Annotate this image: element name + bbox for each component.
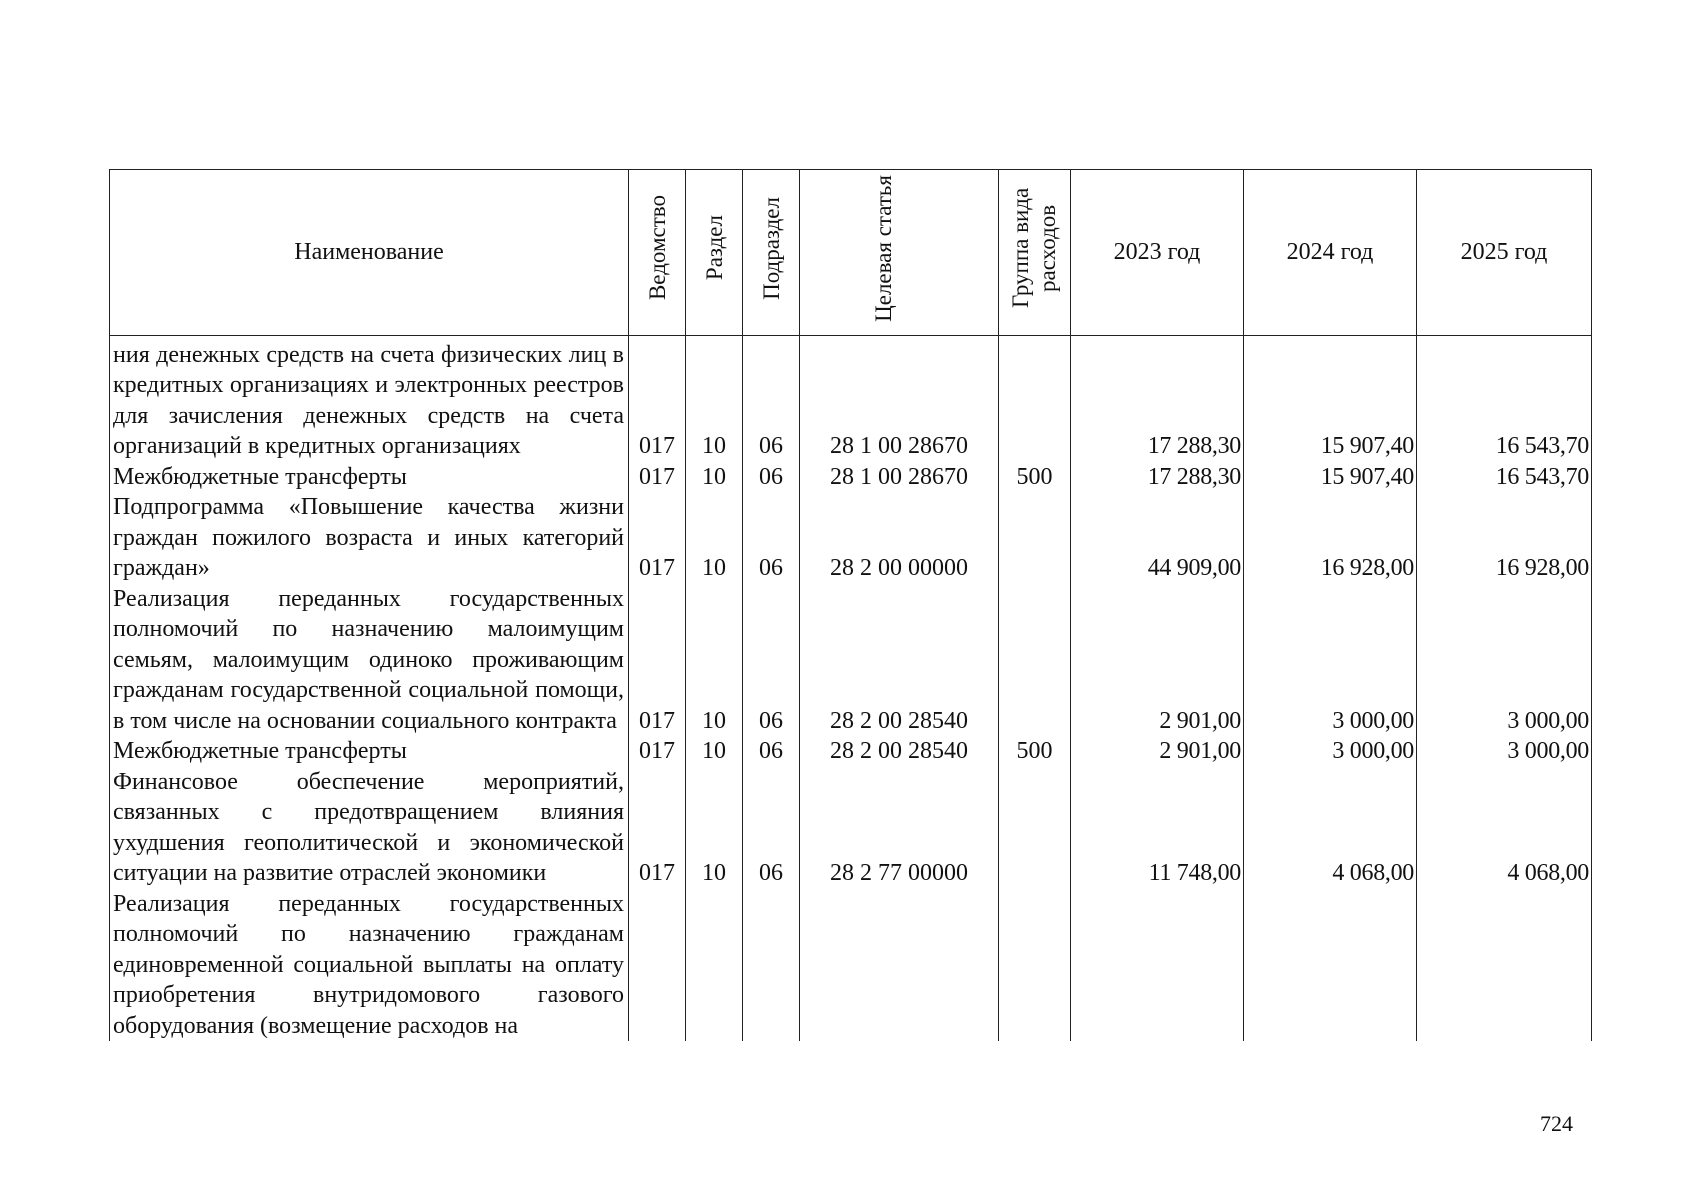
row-2025 <box>1417 889 1592 1042</box>
row-2025: 16 543,70 <box>1417 335 1592 462</box>
row-subsection: 06 <box>743 462 800 493</box>
table-row <box>110 492 1592 584</box>
row-subsection: 06 <box>743 736 800 767</box>
row-target: 28 2 00 28540 <box>800 584 999 737</box>
row-section: 10 <box>686 584 743 737</box>
row-2023: 17 288,30 <box>1071 335 1244 462</box>
budget-table <box>109 169 1592 1041</box>
row-name: Реализация переданных государственных полномочий по назначению гражданам единовременной социальной выплаты на оплату приобретения внутридомового газового оборудования (возмещение расходов на <box>110 889 629 1042</box>
row-2025: 4 068,00 <box>1417 767 1592 889</box>
row-group <box>999 767 1071 889</box>
row-dept: 017 <box>629 584 686 737</box>
row-group: 500 <box>999 462 1071 493</box>
row-2023 <box>1071 889 1244 1042</box>
header-2024: 2024 год <box>1244 170 1417 336</box>
row-2024: 15 907,40 <box>1244 335 1417 462</box>
row-2023: 17 288,30 <box>1071 462 1244 493</box>
row-name: Реализация переданных государственных полномочий по назначению малоимущим семьям, малоимущим одиноко проживающим гражданам государственной социальной помощи, в том числе на основании социального контракта <box>110 584 629 737</box>
row-2023: 2 901,00 <box>1071 584 1244 737</box>
table-row <box>110 736 1592 767</box>
row-subsection <box>743 889 800 1042</box>
row-target: 28 2 77 00000 <box>800 767 999 889</box>
row-subsection: 06 <box>743 584 800 737</box>
row-2023: 11 748,00 <box>1071 767 1244 889</box>
row-2024: 4 068,00 <box>1244 767 1417 889</box>
row-subsection: 06 <box>743 335 800 462</box>
table-row <box>110 767 1592 889</box>
row-target: 28 1 00 28670 <box>800 462 999 493</box>
row-name: Финансовое обеспечение мероприятий, связанных с предотвращением влияния ухудшения геополитической и экономической ситуации на развитие отраслей экономики <box>110 767 629 889</box>
header-subsection: Подраздел <box>743 170 800 336</box>
row-name: Межбюджетные трансферты <box>110 462 629 493</box>
header-2023: 2023 год <box>1071 170 1244 336</box>
row-target: 28 2 00 28540 <box>800 736 999 767</box>
row-section: 10 <box>686 335 743 462</box>
row-subsection: 06 <box>743 492 800 584</box>
row-name: Подпрограмма «Повышение качества жизни граждан пожилого возраста и иных категорий граждан» <box>110 492 629 584</box>
row-group <box>999 492 1071 584</box>
table-row <box>110 584 1592 737</box>
row-group: 500 <box>999 736 1071 767</box>
row-section: 10 <box>686 492 743 584</box>
row-group <box>999 584 1071 737</box>
row-dept <box>629 889 686 1042</box>
row-subsection: 06 <box>743 767 800 889</box>
row-2024: 16 928,00 <box>1244 492 1417 584</box>
row-dept: 017 <box>629 736 686 767</box>
header-row <box>110 170 1592 336</box>
table-row <box>110 462 1592 493</box>
table-row <box>110 335 1592 462</box>
row-section <box>686 889 743 1042</box>
row-target: 28 2 00 00000 <box>800 492 999 584</box>
row-2025: 3 000,00 <box>1417 736 1592 767</box>
header-section: Раздел <box>686 170 743 336</box>
row-dept: 017 <box>629 335 686 462</box>
row-section: 10 <box>686 462 743 493</box>
row-name: Межбюджетные трансферты <box>110 736 629 767</box>
table-row <box>110 889 1592 1042</box>
page-number: 724 <box>1540 1111 1573 1136</box>
row-group <box>999 889 1071 1042</box>
row-2024: 3 000,00 <box>1244 736 1417 767</box>
row-2023: 44 909,00 <box>1071 492 1244 584</box>
row-2025: 16 543,70 <box>1417 462 1592 493</box>
header-name: Наименование <box>110 170 629 336</box>
row-dept: 017 <box>629 767 686 889</box>
row-2024: 15 907,40 <box>1244 462 1417 493</box>
header-dept: Ведомство <box>629 170 686 336</box>
row-2023: 2 901,00 <box>1071 736 1244 767</box>
row-2024 <box>1244 889 1417 1042</box>
row-dept: 017 <box>629 492 686 584</box>
row-target: 28 1 00 28670 <box>800 335 999 462</box>
row-section: 10 <box>686 767 743 889</box>
header-2025: 2025 год <box>1417 170 1592 336</box>
row-dept: 017 <box>629 462 686 493</box>
header-group: Группа вида расходов <box>999 170 1071 336</box>
row-2025: 3 000,00 <box>1417 584 1592 737</box>
row-target <box>800 889 999 1042</box>
row-name: ния денежных средств на счета физических лиц в кредитных организациях и электронных реестров для зачисления денежных средств на счета организаций в кредитных организациях <box>110 335 629 462</box>
row-2025: 16 928,00 <box>1417 492 1592 584</box>
row-group <box>999 335 1071 462</box>
row-2024: 3 000,00 <box>1244 584 1417 737</box>
header-target: Целевая статья <box>800 170 999 336</box>
row-section: 10 <box>686 736 743 767</box>
